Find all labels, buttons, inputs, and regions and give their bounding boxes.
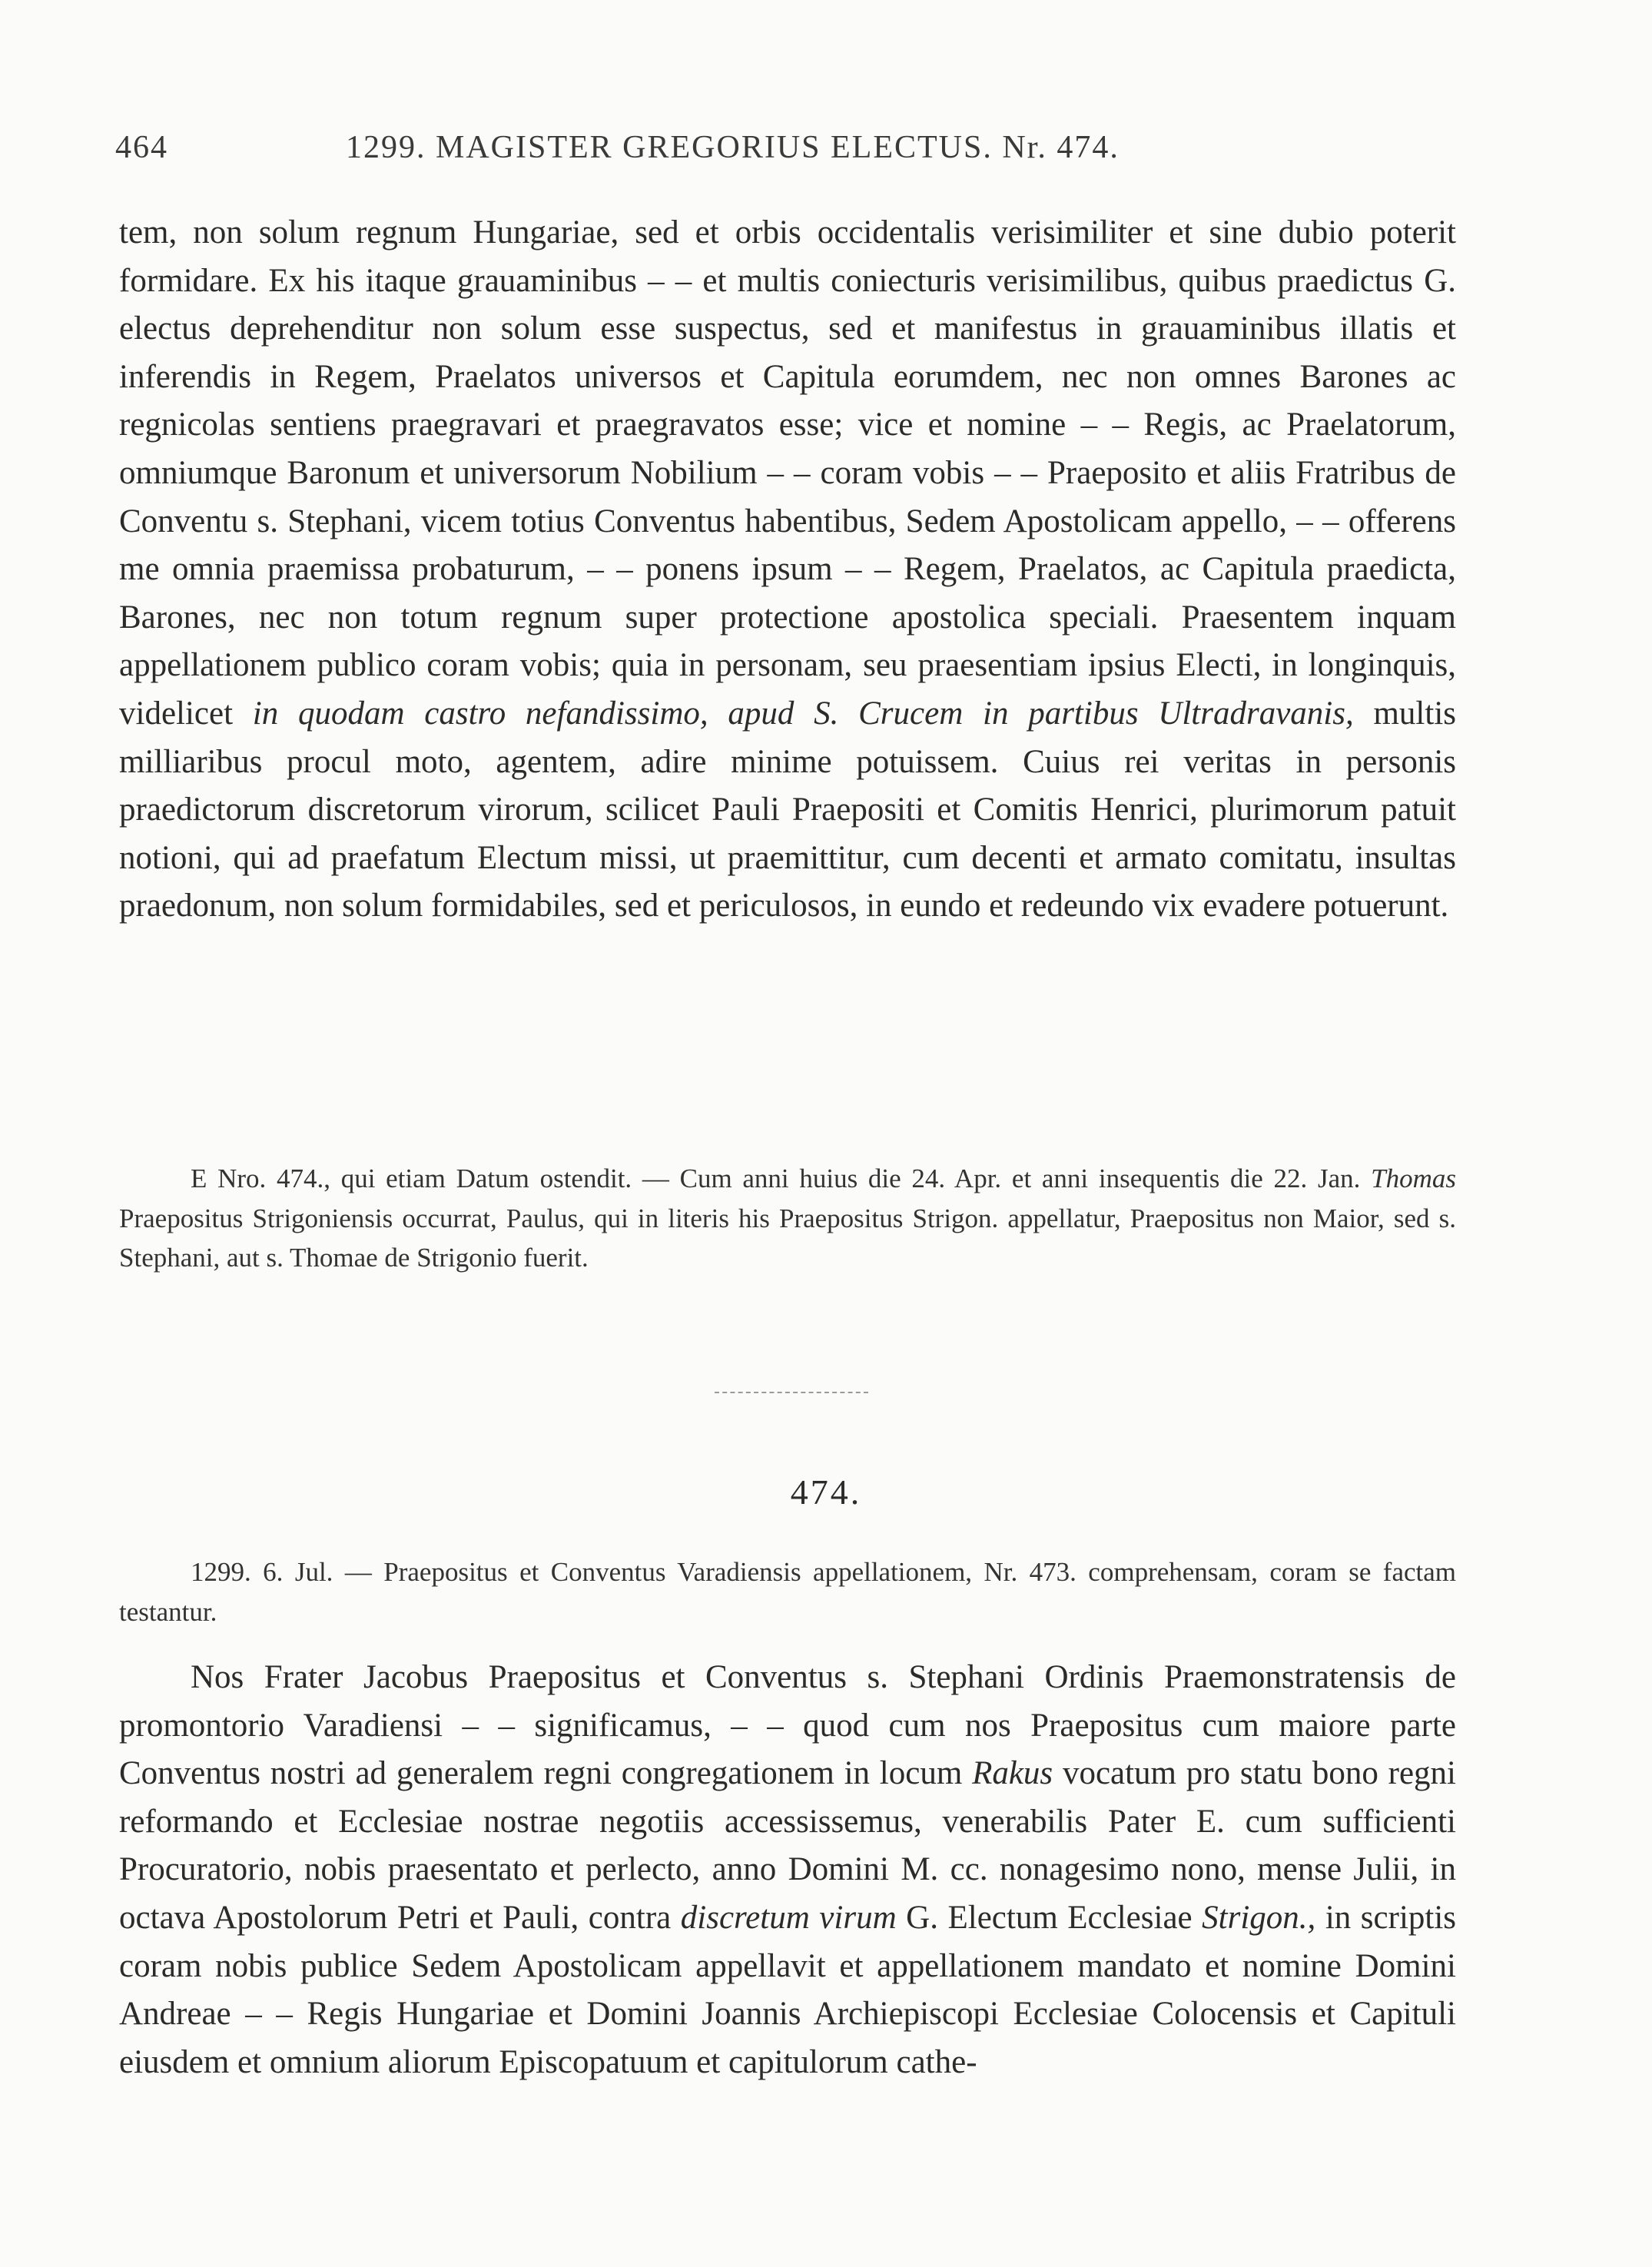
note-part-a: E Nro. 474., qui etiam Datum ostendit. — Cum anni huius die 24. Apr. et anni insequentis die 22. Jan.: [191, 1163, 1361, 1193]
regest-text: 1299. 6. Jul. — Praepositus et Conventus Varadiensis appellationem, Nr. 473. comprehensam, coram se factam testantur.: [119, 1557, 1456, 1627]
charter-part-c: G. Electum Ecclesiae: [906, 1899, 1193, 1936]
note-part-b: Praepositus Strigoniensis occurrat, Paulus, qui in literis his Praepositus Strigon. appellatur, Praepositus non Maior, sed s. Stephani, aut s. Thomae de Strigonio fuerit.: [119, 1203, 1456, 1273]
charter-part-d: in scriptis coram nobis publice Sedem Apostolicam appellavit et appellationem mandato et nomine Domini Andreae – – Regis Hungariae et Domini Joannis Archiepiscopi Ecclesiae Colocensis et Capituli eiusdem et omnium aliorum Episcopatuum et capitulorum cathe-: [119, 1899, 1457, 2080]
main-text-italic: in quodam castro nefandissimo, apud S. Crucem in partibus Ultradravanis,: [252, 695, 1354, 732]
main-text-block: [119, 209, 1456, 931]
document-number: 474.: [790, 1472, 862, 1512]
source-note: [119, 1159, 1456, 1278]
charter-text-block: [119, 1654, 1456, 2086]
main-text-part-b: multis milliaribus procul moto, agentem, adire minime potuissem. Cuius rei veritas in personis praedictorum discretorum virorum, scilicet Pauli Praepositi et Comitis Henrici, plurimorum patuit notioni, qui ad praefatum Electum missi, ut praemittitur, cum decenti et armato comitatu, insultas praedonum, non solum formidabiles, sed et periculosos, in eundo et redeundo vix evadere potuerunt.: [119, 695, 1457, 924]
charter-part-a: Nos Frater Jacobus Praepositus et Conventus s. Stephani Ordinis Praemonstratensis de promontorio Varadiensi – – significamus, – – quod cum nos Praepositus cum maiore parte Conventus nostri ad generalem regni congregationem in locum: [119, 1659, 1456, 1792]
regest-summary: [119, 1552, 1456, 1631]
charter-part-b: vocatum pro statu bono regni reformando et Ecclesiae nostrae negotiis accessissemus, venerabilis Pater E. cum sufficienti Procuratorio, nobis praesentato et perlecto, anno Domini M. cc. nonagesimo nono, mense Julii, in octava Apostolorum Petri et Pauli, contra: [119, 1755, 1457, 1936]
running-head: [115, 129, 1544, 166]
running-head-title: 1299. MAGISTER GREGORIUS ELECTUS. Nr. 474.: [346, 130, 1120, 165]
charter-italic-place: Rakus: [972, 1755, 1053, 1792]
charter-italic-strigon: Strigon.,: [1202, 1899, 1316, 1936]
section-divider: [715, 1392, 868, 1395]
page-number: 464: [115, 130, 168, 165]
note-italic: Thomas: [1371, 1163, 1456, 1193]
main-text-part-a: tem, non solum regnum Hungariae, sed et orbis occidentalis verisimiliter et sine dubio poterit formidare. Ex his itaque grauaminibus – – et multis coniecturis verisimilibus, quibus praedictus G. electus deprehenditur non solum esse suspectus, sed et manifestus in grauaminibus illatis et inferendis in Regem, Praelatos universos et Capitula eorumdem, nec non omnes Barones ac regnicolas sentiens praegravari et praegravatos esse; vice et nomine – – Regis, ac Praelatorum, omniumque Baronum et universorum Nobilium – – coram vobis – – Praeposito et aliis Fratribus de Conventu s. Stephani, vicem totius Conventus habentibus, Sedem Apostolicam appello, – – offerens me omnia praemissa probaturum, – – ponens ipsum – – Regem, Praelatos, ac Capitula praedicta, Barones, nec non totum regnum super protectione apostolica speciali. Praesentem inquam appellationem publico coram vobis; quia in personam, seu praesentiam ipsius Electi, in longinquis, videlicet: [119, 214, 1456, 732]
main-paragraph: [119, 209, 1456, 931]
charter-italic-discretum: discretum virum: [680, 1899, 897, 1936]
